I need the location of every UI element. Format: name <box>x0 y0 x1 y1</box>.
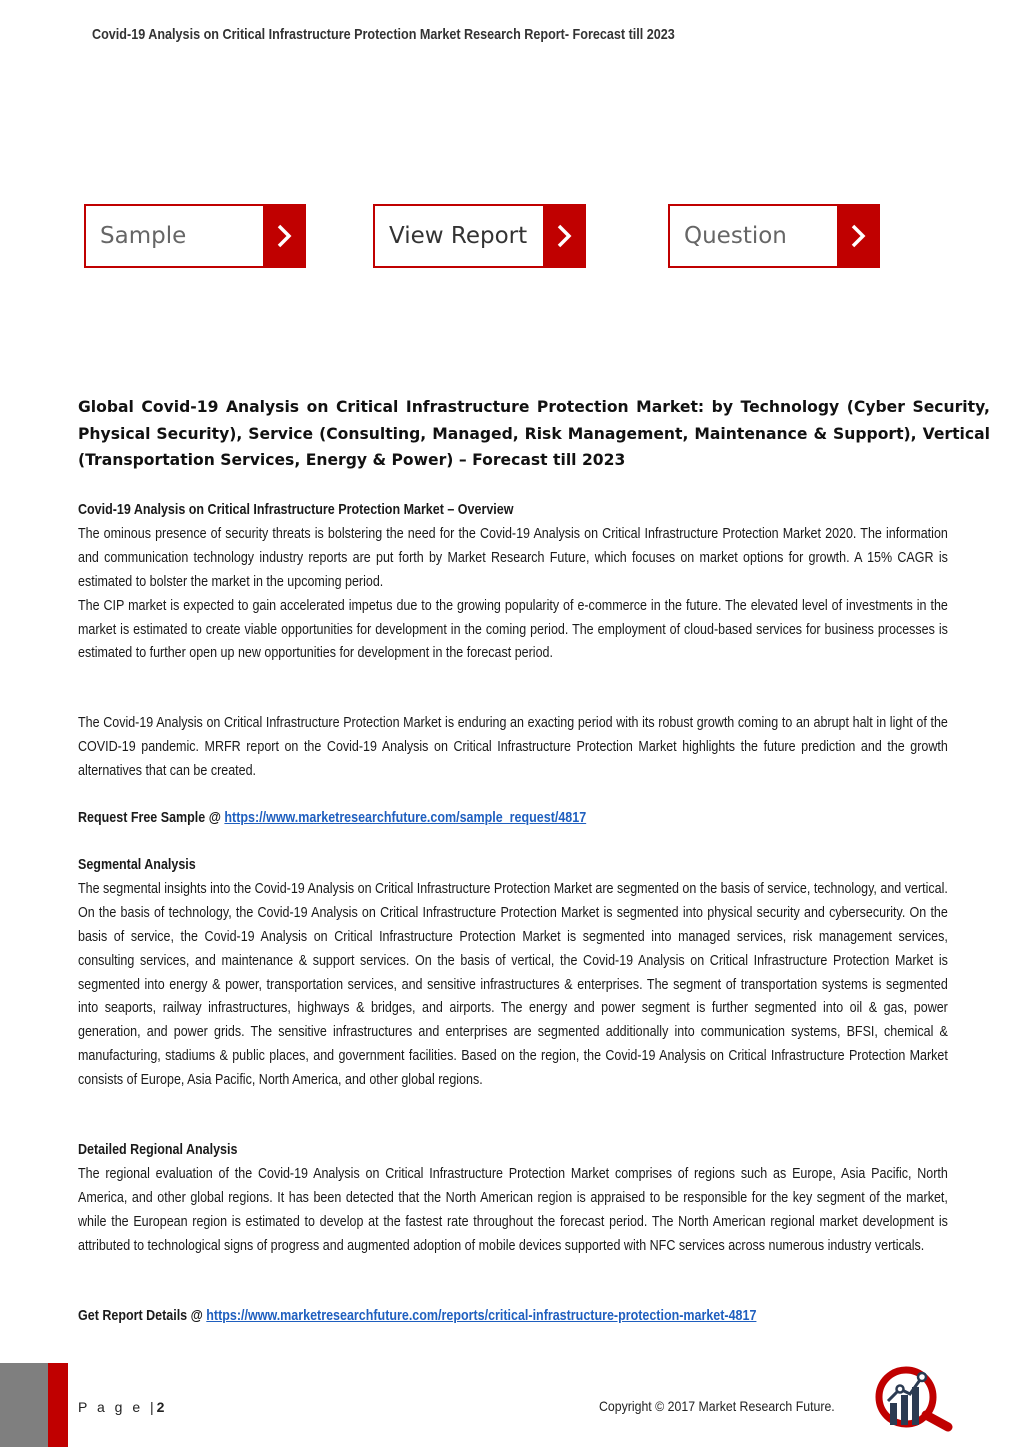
request-sample-label: Request Free Sample @ <box>78 809 225 826</box>
overview-paragraph-3-block <box>78 711 948 783</box>
overview-heading: Covid-19 Analysis on Critical Infrastructure Protection Market – Overview <box>78 501 514 518</box>
page-number <box>78 1399 164 1415</box>
segmental-section <box>78 853 948 1092</box>
report-details-link[interactable]: https://www.marketresearchfuture.com/reports/critical-infrastructure-protection-market-4817 <box>206 1307 757 1324</box>
document-title: Global Covid-19 Analysis on Critical Infrastructure Protection Market: by Technology (Cyber Security, Physical Security), Service (Consulting, Managed, Risk Management, Maintenance & Support), Vertical (Transportation Services, Energy & Power) – Forecast till 2023 <box>78 398 990 470</box>
report-details-label: Get Report Details @ <box>78 1307 207 1324</box>
footer-gray-bar <box>0 1363 48 1447</box>
chevron-right-icon <box>837 206 878 266</box>
question-button[interactable] <box>668 204 880 268</box>
request-sample-link[interactable]: https://www.marketresearchfuture.com/sample_request/4817 <box>224 809 587 826</box>
chevron-right-icon <box>543 206 584 266</box>
request-sample-line <box>78 806 948 830</box>
page-label: P a g e | <box>78 1399 157 1415</box>
sample-button[interactable] <box>84 204 306 268</box>
regional-section <box>78 1138 948 1258</box>
sample-button-label: Sample <box>100 223 187 249</box>
report-details-line <box>78 1304 948 1328</box>
view-report-button[interactable] <box>373 204 586 268</box>
page-number-value: 2 <box>156 1399 165 1415</box>
regional-paragraph: The regional evaluation of the Covid-19 Analysis on Critical Infrastructure Protection Market comprises of regions such as Europe, Asia Pacific, North America, and other global regions. It has been detected that the North American region is appraised to be responsible for the key segment of the market, while the European region is estimated to develop at the fastest rate throughout the forecast period. The North American regional market development is attributed to technological signs of progress and augmented adoption of mobile devices supported with NFC services across numerous industry verticals. <box>78 1164 948 1254</box>
chevron-right-icon <box>263 206 304 266</box>
overview-section <box>78 498 948 665</box>
segmental-heading: Segmental Analysis <box>78 856 196 873</box>
header-title: Covid-19 Analysis on Critical Infrastructure Protection Market Research Report- Forecast till 2023 <box>92 26 675 43</box>
overview-paragraph-1: The ominous presence of security threats is bolstering the need for the Covid-19 Analysis on Critical Infrastructure Protection Market 2020. The information and communication technology industry reports are put forth by Market Research Future, which focuses on market options for growth. A 15% CAGR is estimated to bolster the market in the upcoming period. <box>78 524 948 590</box>
segmental-paragraph: The segmental insights into the Covid-19 Analysis on Critical Infrastructure Protection Market are segmented on the basis of service, technology, and vertical. On the basis of technology, the Covid-19 Analysis on Critical Infrastructure Protection Market is segmented into physical security and cybersecurity. On the basis of service, the Covid-19 Analysis on Critical Infrastructure Protection Market is segmented into managed services, risk management services, consulting services, and maintenance & support services. On the basis of vertical, the Covid-19 Analysis on Critical Infrastructure Protection Market is segmented into energy & power, transportation services, and sensitive infrastructures & enterprises. The segment of transportation systems is segmented into seaports, railway infrastructures, highways & bridges, and airports. The energy and power segment is further segmented into oil & gas, power generation, and power grids. The sensitive infrastructures and enterprises are segmented additionally into communication systems, BFSI, chemical & manufacturing, stadiums & public places, and government facilities. Based on the region, the Covid-19 Analysis on Critical Infrastructure Protection Market consists of Europe, Asia Pacific, North America, and other global regions. <box>78 879 948 1089</box>
market-research-future-logo-icon <box>874 1363 954 1433</box>
regional-heading: Detailed Regional Analysis <box>78 1141 238 1158</box>
footer-red-bar <box>48 1363 68 1447</box>
view-report-button-label: View Report <box>389 223 528 249</box>
question-button-label: Question <box>684 223 787 249</box>
copyright: Copyright © 2017 Market Research Future. <box>599 1398 835 1414</box>
overview-paragraph-3: The Covid-19 Analysis on Critical Infrastructure Protection Market is enduring an exacting period with its robust growth coming to an abrupt halt in light of the COVID-19 pandemic. MRFR report on the Covid-19 Analysis on Critical Infrastructure Protection Market highlights the future prediction and the growth alternatives that can be created. <box>78 714 948 779</box>
overview-paragraph-2: The CIP market is expected to gain accelerated impetus due to the growing popularity of e-commerce in the future. The elevated level of investments in the market is estimated to create viable opportunities for development in the coming period. The employment of cloud-based services for business processes is estimated to further open up new opportunities for development in the forecast period. <box>78 596 948 662</box>
